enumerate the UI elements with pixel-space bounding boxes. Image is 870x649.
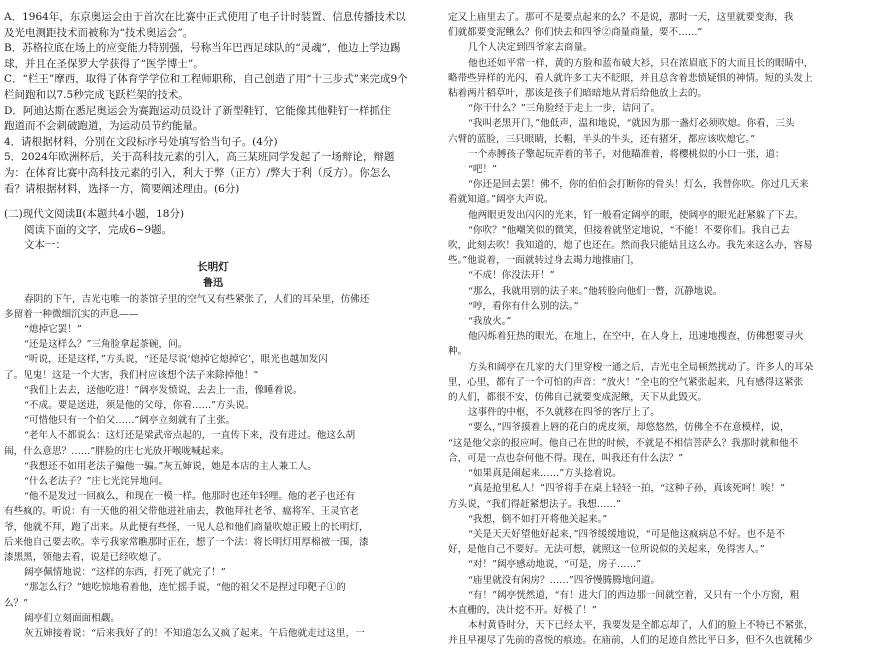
question-line: 栏间跑和以7.5秒完成飞跃栏架的技术。 <box>4 88 189 101</box>
story-line: 些。”他说着，一面就转过身去竭力地推庙门， <box>448 255 640 267</box>
story-line: 阔亭们立刻面面相觑。 <box>24 612 120 624</box>
story-line: “哼，看你有什么别的法。” <box>468 300 579 312</box>
question-line: 及光电测距技术而被称为“技术奥运会”。 <box>4 26 194 39</box>
left-column <box>4 10 422 641</box>
question-block <box>4 10 422 197</box>
story-line: 漆黑黑，领他去看，说是已经吹熄了。 <box>4 551 168 563</box>
right-column <box>448 10 866 649</box>
story-line: 阔亭佩情地说：“这样的东西，打死了就完了！” <box>24 567 226 579</box>
story-line: 方头说，“我们得赶紧想法子。我想……” <box>448 498 621 510</box>
story-line: “对！”阔亭感动地说，“可是，房子……” <box>468 559 642 571</box>
story-line: 六臂的蓝脸，三只眼睛，长帽，半头的牛头，还有猪牙，都应该吹熄它。” <box>448 133 756 145</box>
story-line: 种。 <box>448 346 468 358</box>
question-line: 看？请根据材料，选择一方，简要阐述理由。(6分) <box>4 182 240 195</box>
story-line: “庙里就没有闲房？……”四爷慢腾腾地问道。 <box>468 574 661 586</box>
story-line: 定又上庙里去了。那可不是要点起来的么？不是说，那时一天，这里就要变海，我 <box>448 12 794 23</box>
story-line: 木直栅的，决计挖不开。好极了！” <box>448 604 597 616</box>
story-line: “真是抢里私人！”四爷将手在桌上轻轻一拍，“这种子孙，真该死呵！唉！” <box>468 483 786 495</box>
story-line: “如果真是闹起来……”方头捻着说。 <box>468 468 622 480</box>
story-line: 几个人决定到四爷家去商量。 <box>468 42 593 54</box>
story-line: 了。见鬼！这是一个大害，我们村应该想个法子来除掉他！” <box>4 369 259 381</box>
instruction: 阅读下面的文字，完成6~9题。 <box>24 223 173 236</box>
text-label: 文本一： <box>24 239 66 252</box>
story-line: “那么，我就用别的法子来。”他转脸向他们一瞥，沉静地说。 <box>468 285 723 297</box>
story-line: 这事件的中枢，不久就移在四爷的客厅上了。 <box>468 407 660 419</box>
story-line: “我们上去去，送他吃进！”阔亭发愤说，去去上一击，像睡着说。 <box>24 384 303 396</box>
story-line: “那怎么行？”她吃惊地看着他，连忙摇手说，“他的祖父不是捏过印靶子①的 <box>24 582 346 594</box>
story-line: 一个赤膊孩子擎起玩弄着的苇子，对他瞄准着，将樱桃似的小口一张，道： <box>468 148 785 160</box>
story-line: 们就都要变泥鳅么？你们快去和四爷②商量商量，要不……” <box>448 27 703 39</box>
story-line: “可惜他只有一个伯父……”阔亭立刻就有了主张。 <box>24 415 236 427</box>
story-line: 爷，他就不拜，跑了出来。从此便有些怪，一见人总和他们商量吹熄正殿上的长明灯， <box>4 521 369 533</box>
story-line: “熄掉它罢！” <box>24 323 82 335</box>
story-line: 多留着一种微细沉实的声息—— <box>4 308 139 320</box>
story-line: “我想，倒不如打开将他关起来。” <box>468 513 608 525</box>
story-line: 后来他自己要去吹。幸亏我家常瞧那时正在，想了一个法：将长明灯用厚棉被一围，漆 <box>4 536 369 548</box>
story-line: “关是天天好望他好起来，”四爷缓缓地说，“可是他这疯病总不好。也不是不 <box>468 528 785 540</box>
question-line: A．1964年，东京奥运会由于首次在比赛中正式使用了电子计时装置、信息传播技术以 <box>4 11 406 23</box>
story-line: 他也还如平常一样，黄的方脸和蓝布破大衫，只在浓眉底下的大而且长的眼睛中， <box>468 57 814 69</box>
question-line: D．阿迪达斯在悉尼奥运会为赛跑运动员设计了新型鞋钉，它能像其他鞋钉一样抓住 <box>4 104 391 117</box>
story-line: 灰五婶接着说：“后来我好了的！不知道怎么又疯了起来。午后他就走过这里，一 <box>24 627 365 639</box>
story-line: “什么老法子？”庄七光诧异地问。 <box>24 475 169 487</box>
story-line: “老年人不都说么：这灯还是梁武帝点起的，一直传下来，没有进过。他这么胡 <box>24 430 356 442</box>
story-line: “你干什么？”三角脸经于走上一步，诘问了。 <box>468 103 661 115</box>
story-line: 他闪烁着狂热的眼光，在地上，在空中，在人身上，迅速地搜查，仿佛想要寻火 <box>468 331 804 343</box>
story-line: “我叫老黑开门，”他低声，温和地说，“就因为那一盏灯必须吹熄。你看，三头 <box>468 118 795 130</box>
story-line: 春阴的下午，吉光屯唯一的茶馆子里的空气又有些紧张了，人们的耳朵里，仿佛还 <box>24 293 370 305</box>
story-line: 合，可是一点也奈何他不得。现在，叫我还有什么法？” <box>448 452 684 464</box>
story-line: 的人们，都很不安，仿佛自己就要变成泥鳅，天下从此毁灭。 <box>448 392 708 404</box>
question-line: 4．请根据材料，分别在文段标序号处填写恰当句子。(4分) <box>4 135 278 148</box>
story-line: 略带些异样的光闪，看人就许多工夫不眨眼，并且总含着悲愤疑惧的神情。短的头发上 <box>448 72 813 84</box>
story-line: “吧！” <box>468 164 497 176</box>
story-line: 闹，什么意思？……”胖脸的庄七光放开喉咙喊起来。 <box>4 445 230 457</box>
story-author: 鲁迅 <box>203 277 223 289</box>
story-line: 方头和阔亭在几家的大门里穿梭一通之后，吉光屯全局顿然扰动了。许多人的耳朵 <box>468 361 814 373</box>
story-title: 长明灯 <box>197 260 229 273</box>
question-line: 为：在体育比赛中高科技元素的引入，利大于弊（正方）/弊大于利（反方）。你怎么 <box>4 166 391 179</box>
story-line: “你还是回去罢！佛不，你的伯伯会打断你的骨头！灯么，我替你吹。你过几天来 <box>468 179 809 191</box>
story-line: 并且早褪尽了先前的喜悦的痕迹。在庙前，人们的足迹自然比平日多，但不久也就稀少 <box>448 635 813 647</box>
story-line: “听说，还是这样，”方头说，“还是尽说‘熄掉它熄掉它’，眼光也越加发闪 <box>24 354 328 366</box>
story-line: “不成。要是送进，须是他的父母，你看……”方头说。 <box>24 399 255 411</box>
story-line: “有！”阔亭恍然道，“有！进大门的西边那一间就空着，又只有一个小方窗，粗 <box>468 589 800 601</box>
question-line: 5．2024年欧洲杯后，关于高科技元素的引入，高三某班同学发起了一场辩论，辩题 <box>4 151 395 164</box>
question-line: 球，并且在圣保罗大学获得了“医学博士”。 <box>4 57 204 70</box>
question-line: C．“栏王”摩西，取得了体育学学位和工程师职称，自己创造了用“十三步式”来完成9个 <box>4 73 408 86</box>
story-line: 他两眼更发出闪闪的光来，钉一般看定阔亭的眼，使阔亭的眼光赶紧躲了下去。 <box>468 209 804 221</box>
story-line: “我想还不如用老法子骗他一骗。”灰五婶说，她是本店的主人兼工人。 <box>24 460 317 472</box>
story-line: 本村黄昏时分，天下已经太平，我要发是全都忘却了，人们的脸上不特已不紧张， <box>468 620 814 632</box>
story-line: “还是这样么？”三角脸拿起茶碗，问。 <box>24 339 188 351</box>
story-line: “要么，”四爷摸着上唇的花白的虎皮须，却悠悠然，仿佛全不在意模样，说， <box>468 422 790 434</box>
story-text-left <box>4 292 422 642</box>
story-line: 好，是他自己不要好。无法可想，就照这一位所说似的关起来，免得害人。” <box>448 544 765 556</box>
story-line: 里，心里，都有了一个可怕的声音：“放火！”全屯的空气紧张起来，凡有感得这紧张 <box>448 376 804 388</box>
story-line: “我放火。” <box>468 316 512 328</box>
question-line: 跑道而不会刺破跑道，为运动员节约能量。 <box>4 120 204 133</box>
story-line: 看就知道。”阔亭大声说。 <box>448 194 554 206</box>
story-line: “他不是发过一回疯么，和现在一模一样。他那时也还年轻哩。他的老子也还有 <box>24 491 356 503</box>
story-line: 粘着两片稻草叶，那该是孩子们暗暗地从背后给他放上去的。 <box>448 88 708 100</box>
story-line: 有些疯的。听说：有一天他的祖父带他进社庙去，教他拜社老爷、瘟将军、王灵官老 <box>4 506 359 518</box>
story-line: “你吹？”他嘲笑似的微笑，但接着就坚定地说，“不能！不要你们。我自己去 <box>468 224 790 236</box>
question-line: B．苏格拉底在场上的应变能力特别强，号称当年巴西足球队的“灵魂”，他边上学边踢 <box>4 42 401 55</box>
story-line: “不成！你没法开！” <box>468 270 555 282</box>
story-line: 么？” <box>4 597 29 609</box>
story-line: “这是他父亲的报应呵。他自己在世的时候，不就是不相信菩萨么？我那时就和他不 <box>448 437 799 449</box>
story-line: 吹，此刻去吹！我知道的，熄了也还在。然而我只能姑且这么办。我先来这么办，容易 <box>448 240 813 252</box>
section-heading: (二)现代文阅读Ⅱ(本题共4小题，18分) <box>4 208 185 221</box>
